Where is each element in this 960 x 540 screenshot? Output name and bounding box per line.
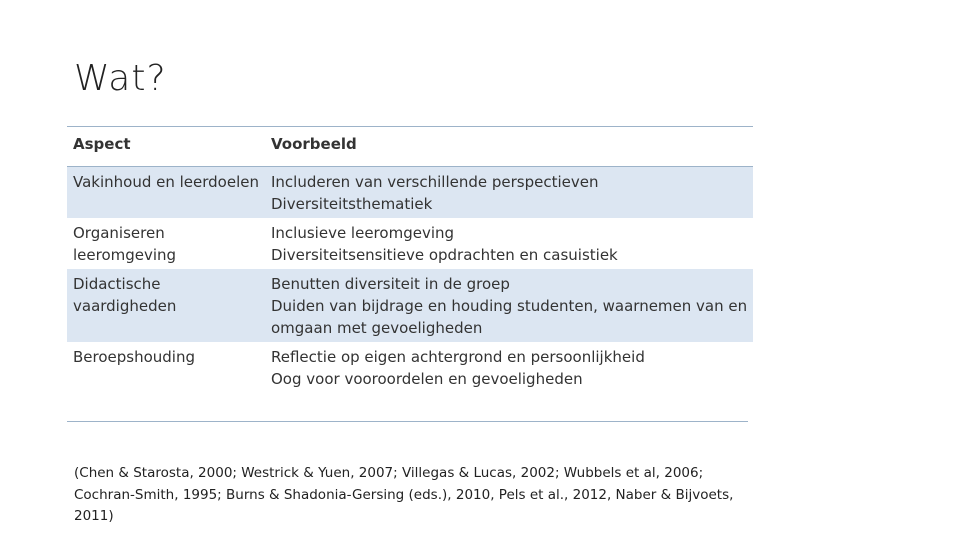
- table-row: [67, 218, 753, 269]
- slide-title: Wat?: [74, 58, 167, 99]
- header-aspect: Aspect: [73, 135, 131, 153]
- aspect-line: leeromgeving: [73, 246, 177, 264]
- example-cell: [265, 342, 753, 393]
- example-line: Reflectie op eigen achtergrond en persoonlijkheid: [271, 348, 645, 366]
- table-header: [67, 127, 753, 167]
- example-line: Includeren van verschillende perspectieven: [271, 173, 599, 191]
- table-row: [67, 167, 753, 219]
- table-bottom-rule: [67, 421, 748, 422]
- aspect-line: Vakinhoud en leerdoelen: [73, 173, 259, 191]
- example-cell: [265, 269, 753, 342]
- aspect-table-container: [67, 126, 748, 393]
- aspect-line: Didactische: [73, 275, 161, 293]
- citation: [74, 463, 834, 528]
- table-body: [67, 167, 753, 394]
- example-line: Diversiteitsthematiek: [271, 195, 433, 213]
- example-line: Duiden van bijdrage en houding studenten, waarnemen van en: [271, 297, 748, 315]
- example-line: Diversiteitsensitieve opdrachten en casuistiek: [271, 246, 618, 264]
- aspect-cell: [67, 342, 265, 393]
- example-line: Inclusieve leeromgeving: [271, 224, 455, 242]
- aspect-cell: [67, 218, 265, 269]
- table-row: [67, 269, 753, 342]
- aspect-table: [67, 126, 753, 393]
- example-cell: [265, 218, 753, 269]
- example-line: Benutten diversiteit in de groep: [271, 275, 510, 293]
- aspect-line: vaardigheden: [73, 297, 177, 315]
- aspect-line: Beroepshouding: [73, 348, 196, 366]
- example-line: omgaan met gevoeligheden: [271, 319, 483, 337]
- aspect-cell: [67, 167, 265, 219]
- citation-line: Cochran-Smith, 1995; Burns & Shadonia-Gersing (eds.), 2010, Pels et al., 2012, Naber & Bijvoets,: [74, 486, 734, 503]
- citation-line: (Chen & Starosta, 2000; Westrick & Yuen, 2007; Villegas & Lucas, 2002; Wubbels et al, 2006;: [74, 465, 704, 481]
- citation-line: 2011): [74, 508, 114, 524]
- header-example: Voorbeeld: [271, 135, 357, 153]
- aspect-cell: [67, 269, 265, 342]
- table-row: [67, 342, 753, 393]
- aspect-line: Organiseren: [73, 224, 165, 242]
- example-cell: [265, 167, 753, 219]
- table-header-row: [67, 127, 753, 167]
- example-line: Oog voor vooroordelen en gevoeligheden: [271, 370, 583, 388]
